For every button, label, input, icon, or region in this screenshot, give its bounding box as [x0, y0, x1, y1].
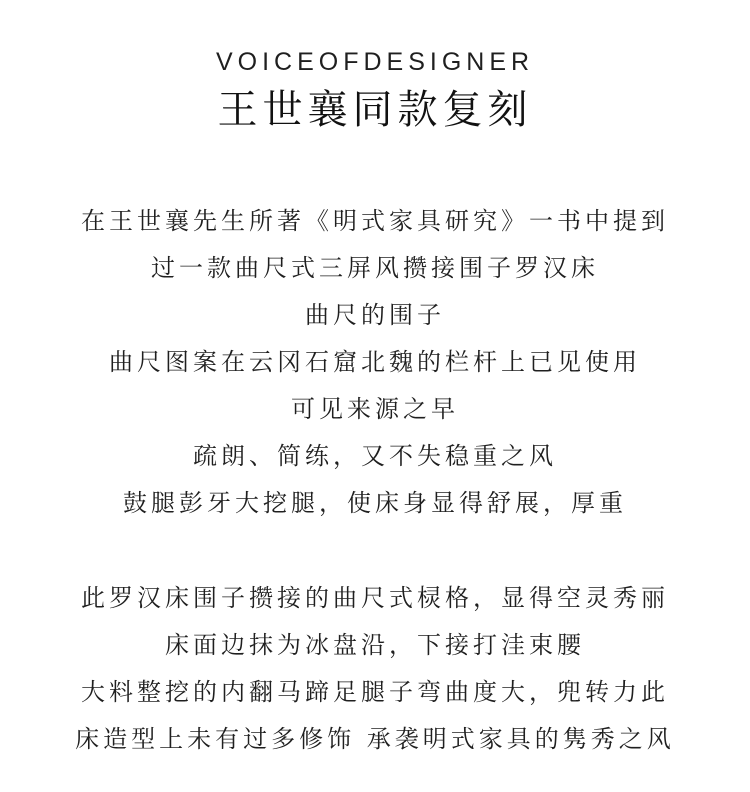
page-title: 王世襄同款复刻	[217, 87, 533, 133]
brand-eyebrow: VOICEOFDESIGNER	[215, 48, 535, 76]
text-line: 此罗汉床围子攒接的曲尺式棂格，显得空灵秀丽	[81, 584, 669, 612]
text-line: 大料整挖的内翻马蹄足腿子弯曲度大，兜转力此	[81, 678, 669, 706]
text-line: 可见来源之早	[291, 395, 459, 423]
text-line: 曲尺的围子	[305, 301, 445, 329]
text-line: 疏朗、简练，又不失稳重之风	[193, 442, 557, 470]
article-body	[0, 198, 750, 763]
text-line: 床面边抹为冰盘沿，下接打洼束腰	[165, 631, 585, 659]
text-line: 床造型上未有过多修饰 承袭明式家具的隽秀之风	[75, 725, 675, 753]
paragraph-detail	[0, 575, 750, 763]
text-line: 曲尺图案在云冈石窟北魏的栏杆上已见使用	[109, 348, 641, 376]
text-line: 鼓腿彭牙大挖腿，使床身显得舒展，厚重	[123, 489, 627, 517]
text-line: 过一款曲尺式三屏风攒接围子罗汉床	[151, 254, 599, 282]
paragraph-intro	[0, 198, 750, 527]
page-header	[0, 44, 750, 134]
text-line: 在王世襄先生所著《明式家具研究》一书中提到	[81, 207, 669, 235]
